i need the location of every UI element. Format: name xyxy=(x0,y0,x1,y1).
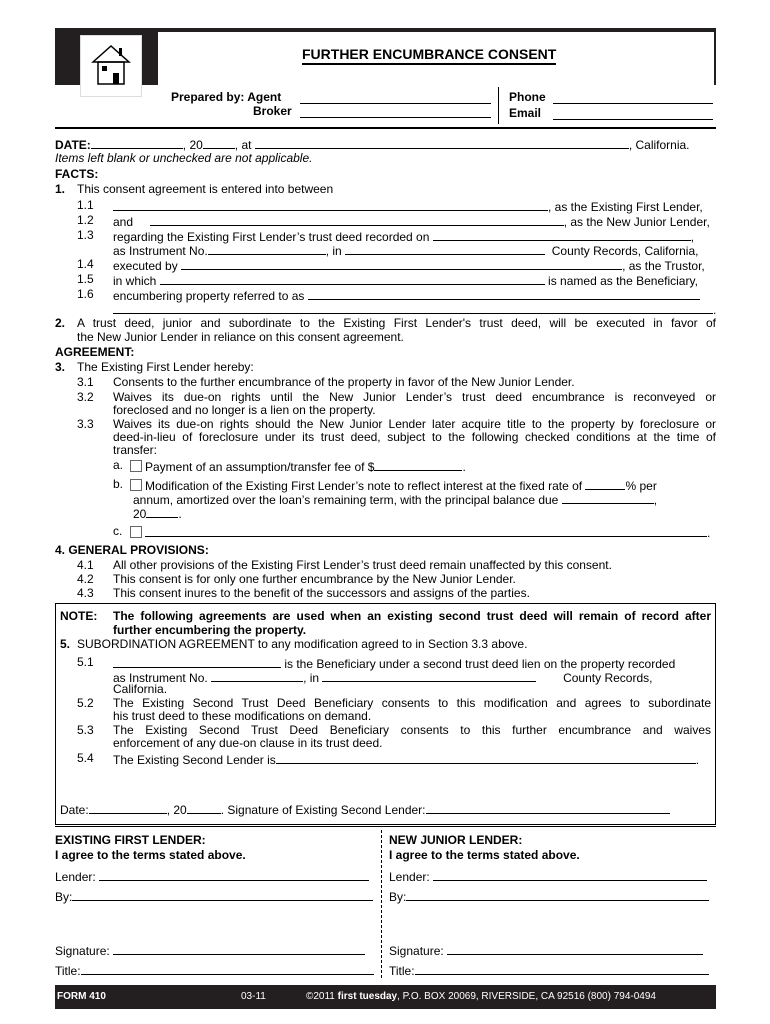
i15-num: 1.5 xyxy=(77,272,94,286)
year-field[interactable] xyxy=(203,136,235,149)
at-label: , at xyxy=(234,138,252,152)
cond-b-l3: 20 . xyxy=(133,507,182,521)
s2-l2: the New Junior Lender in reliance on this consent agreement. xyxy=(77,330,404,344)
second-signature-field[interactable] xyxy=(426,801,670,814)
cond-c-checkbox[interactable] xyxy=(130,526,142,538)
right-lender-row: Lender: xyxy=(389,868,707,884)
trustor-field[interactable] xyxy=(181,257,622,270)
i51-num: 5.1 xyxy=(77,655,94,669)
cond-b-row: Modification of the Existing First Lender’s note to reflect interest at the fixed rate of % per xyxy=(128,477,716,493)
instrument-no-field[interactable] xyxy=(208,242,326,255)
i33-num: 3.3 xyxy=(77,417,94,431)
s1-text: This consent agreement is entered into between xyxy=(77,182,334,196)
property-field-2[interactable] xyxy=(113,301,713,314)
date-line xyxy=(55,136,716,152)
s3-num: 3. xyxy=(55,360,66,374)
i53-l1: The Existing Second Trust Deed Beneficiary consents to this further encumbrance and waives xyxy=(113,723,711,737)
i32-l1: Waives its due-on rights until the New Junior Lender’s trust deed encumbrance is reconveyed or xyxy=(113,390,716,404)
i31-text: Consents to the further encumbrance of the property in favor of the New Junior Lender. xyxy=(113,375,575,389)
note-label: NOTE: xyxy=(60,609,98,623)
phone-label: Phone xyxy=(509,90,546,104)
general-heading: 4. GENERAL PROVISIONS: xyxy=(55,543,209,557)
junior-lender-signature-field[interactable] xyxy=(447,942,703,955)
left-title-row: Title: xyxy=(55,962,374,978)
footer-date: 03-11 xyxy=(241,991,266,1002)
s5-num: 5. xyxy=(60,637,71,651)
house-icon xyxy=(81,36,141,96)
email-label: Email xyxy=(509,106,542,120)
i11-num: 1.1 xyxy=(77,198,94,212)
i33-l3: transfer: xyxy=(113,443,158,457)
sig-rule xyxy=(55,826,716,827)
s2-l1: A trust deed, junior and subordinate to the Existing First Lender's trust deed, will be executed in favor of xyxy=(77,316,716,330)
note-l2: further encumbering the property. xyxy=(113,623,307,637)
i42-num: 4.2 xyxy=(77,572,94,586)
second-beneficiary-field[interactable] xyxy=(113,655,281,668)
left-sig-title: EXISTING FIRST LENDER: xyxy=(55,833,206,847)
agreement-heading: AGREEMENT: xyxy=(55,345,135,359)
cond-a-checkbox[interactable] xyxy=(130,460,142,472)
left-by-row: By: xyxy=(55,888,373,904)
junior-lender-name-field[interactable] xyxy=(433,868,707,881)
cond-b-checkbox[interactable] xyxy=(130,479,142,491)
first-lender-by-field[interactable] xyxy=(72,888,373,901)
first-lender-signature-field[interactable] xyxy=(113,942,365,955)
i32-l2: foreclosed and no longer is a lien on the property. xyxy=(113,403,376,417)
i52-l2: his trust deed to these modifications on demand. xyxy=(113,709,372,723)
cond-a-label: a. xyxy=(113,458,124,472)
i41-num: 4.1 xyxy=(77,558,94,572)
i13-row2: as Instrument No. , in County Records, California, xyxy=(113,244,699,258)
i16-row2: . xyxy=(113,301,716,317)
prepared-by-label: Prepared by: Agent xyxy=(171,90,282,104)
i32-num: 3.2 xyxy=(77,390,94,404)
i54-num: 5.4 xyxy=(77,751,94,765)
right-signature-row: Signature: xyxy=(389,942,703,958)
location-field[interactable] xyxy=(255,136,629,149)
logo-box xyxy=(80,35,142,97)
recorded-date-field[interactable] xyxy=(433,228,691,241)
second-sig-row: Date: , 20 . Signature of Existing Second Lender: xyxy=(60,801,670,817)
i42-text: This consent is for only one further encumbrance by the New Junior Lender. xyxy=(113,572,516,586)
cond-c-label: c. xyxy=(113,524,123,538)
i16-num: 1.6 xyxy=(77,287,94,301)
cond-b-label: b. xyxy=(113,477,124,491)
i41-text: All other provisions of the Existing First Lender’s trust deed remain unaffected by this consent. xyxy=(113,558,612,572)
fee-field[interactable] xyxy=(374,458,462,471)
page-title: FURTHER ENCUMBRANCE CONSENT xyxy=(302,46,556,65)
i53-l2: enforcement of any due-on clause in its trust deed. xyxy=(113,736,383,750)
i52-num: 5.2 xyxy=(77,696,94,710)
footer-form: FORM 410 xyxy=(57,991,106,1002)
left-signature-row: Signature: xyxy=(55,942,365,958)
i53-num: 5.3 xyxy=(77,723,94,737)
date-label: DATE: xyxy=(55,138,91,152)
second-year-field[interactable] xyxy=(187,801,221,814)
blank-note: Items left blank or unchecked are not applicable. xyxy=(55,151,313,165)
left-sig-agree: I agree to the terms stated above. xyxy=(55,848,246,862)
i13-num: 1.3 xyxy=(77,228,94,242)
right-title-row: Title: xyxy=(389,962,709,978)
header-rule xyxy=(55,127,716,129)
i11-row: , as the Existing First Lender, xyxy=(113,198,703,214)
i51-row2: as Instrument No. , in County Records, xyxy=(113,671,653,685)
i43-text: This consent inures to the benefit of the successors and assigns of the parties. xyxy=(113,586,530,600)
junior-lender-title-field[interactable] xyxy=(415,962,709,975)
county-2-field[interactable] xyxy=(322,669,536,682)
county-field[interactable] xyxy=(345,242,545,255)
first-lender-name-field[interactable] xyxy=(99,868,369,881)
s5-text: SUBORDINATION AGREEMENT to any modification agreed to in Section 3.3 above. xyxy=(77,637,528,651)
i33-l2: deed-in-lieu of foreclosure under its trust deed, subject to the following checked conditions at the time of xyxy=(113,430,716,444)
agent-field[interactable] xyxy=(300,90,491,104)
right-sig-title: NEW JUNIOR LENDER: xyxy=(389,833,523,847)
second-lender-field[interactable] xyxy=(276,751,696,764)
cond-b-l2: annum, amortized over the loan’s remaining term, with the principal balance due , xyxy=(133,493,658,507)
i51-row3: California. xyxy=(113,682,168,696)
header-divider xyxy=(498,87,499,124)
sig-divider xyxy=(381,830,382,978)
note-l1: The following agreements are used when an existing second trust deed will remain of record after xyxy=(113,609,711,623)
junior-lender-by-field[interactable] xyxy=(406,888,709,901)
state-label: , California. xyxy=(628,138,690,152)
date-field[interactable] xyxy=(91,136,183,149)
facts-heading: FACTS: xyxy=(55,167,99,181)
second-date-field[interactable] xyxy=(89,801,167,814)
cond-c-row: . xyxy=(128,524,710,540)
left-lender-row: Lender: xyxy=(55,868,369,884)
first-lender-title-field[interactable] xyxy=(81,962,374,975)
rate-field[interactable] xyxy=(585,477,625,490)
i15-row: in which is named as the Beneficiary, xyxy=(113,274,698,288)
i33-l1: Waives its due-on rights should the New Junior Lender later acquire title to the property by foreclosure or xyxy=(113,417,716,431)
i31-num: 3.1 xyxy=(77,375,94,389)
footer-copyright: ©2011 first tuesday, P.O. BOX 20069, RIVERSIDE, CA 92516 (800) 794-0494 xyxy=(306,991,656,1002)
i12-row: and , as the New Junior Lender, xyxy=(113,215,710,229)
beneficiary-field[interactable] xyxy=(160,272,545,285)
email-field[interactable] xyxy=(553,106,713,120)
due-date-field[interactable] xyxy=(562,491,654,504)
broker-field[interactable] xyxy=(300,104,491,118)
s3-text: The Existing First Lender hereby: xyxy=(77,360,254,374)
i52-l1: The Existing Second Trust Deed Beneficiary consents to this modification and agrees to subordinate xyxy=(113,696,711,710)
property-field[interactable] xyxy=(308,287,700,300)
right-sig-agree: I agree to the terms stated above. xyxy=(389,848,580,862)
i54-row: The Existing Second Lender is . xyxy=(113,753,700,767)
i12-num: 1.2 xyxy=(77,213,94,227)
right-by-row: By: xyxy=(389,888,709,904)
i14-row: executed by , as the Trustor, xyxy=(113,259,705,273)
junior-lender-field[interactable] xyxy=(150,213,564,226)
i16-row: encumbering property referred to as xyxy=(113,287,700,303)
cond-c-field[interactable] xyxy=(145,524,707,537)
i51-row: is the Beneficiary under a second trust deed lien on the property recorded xyxy=(113,655,675,671)
phone-field[interactable] xyxy=(553,90,713,104)
s1-num: 1. xyxy=(55,182,66,196)
i43-num: 4.3 xyxy=(77,586,94,600)
s2-num: 2. xyxy=(55,316,66,330)
due-year-field[interactable] xyxy=(146,505,178,518)
first-lender-field[interactable] xyxy=(113,198,548,211)
instrument-no-2-field[interactable] xyxy=(211,669,303,682)
broker-label: Broker xyxy=(253,104,292,118)
cond-a-row: Payment of an assumption/transfer fee of $ . xyxy=(128,458,466,474)
i14-num: 1.4 xyxy=(77,257,94,271)
year-prefix: , 20 xyxy=(182,138,203,152)
i13-row: regarding the Existing First Lender’s trust deed recorded on , xyxy=(113,230,695,244)
